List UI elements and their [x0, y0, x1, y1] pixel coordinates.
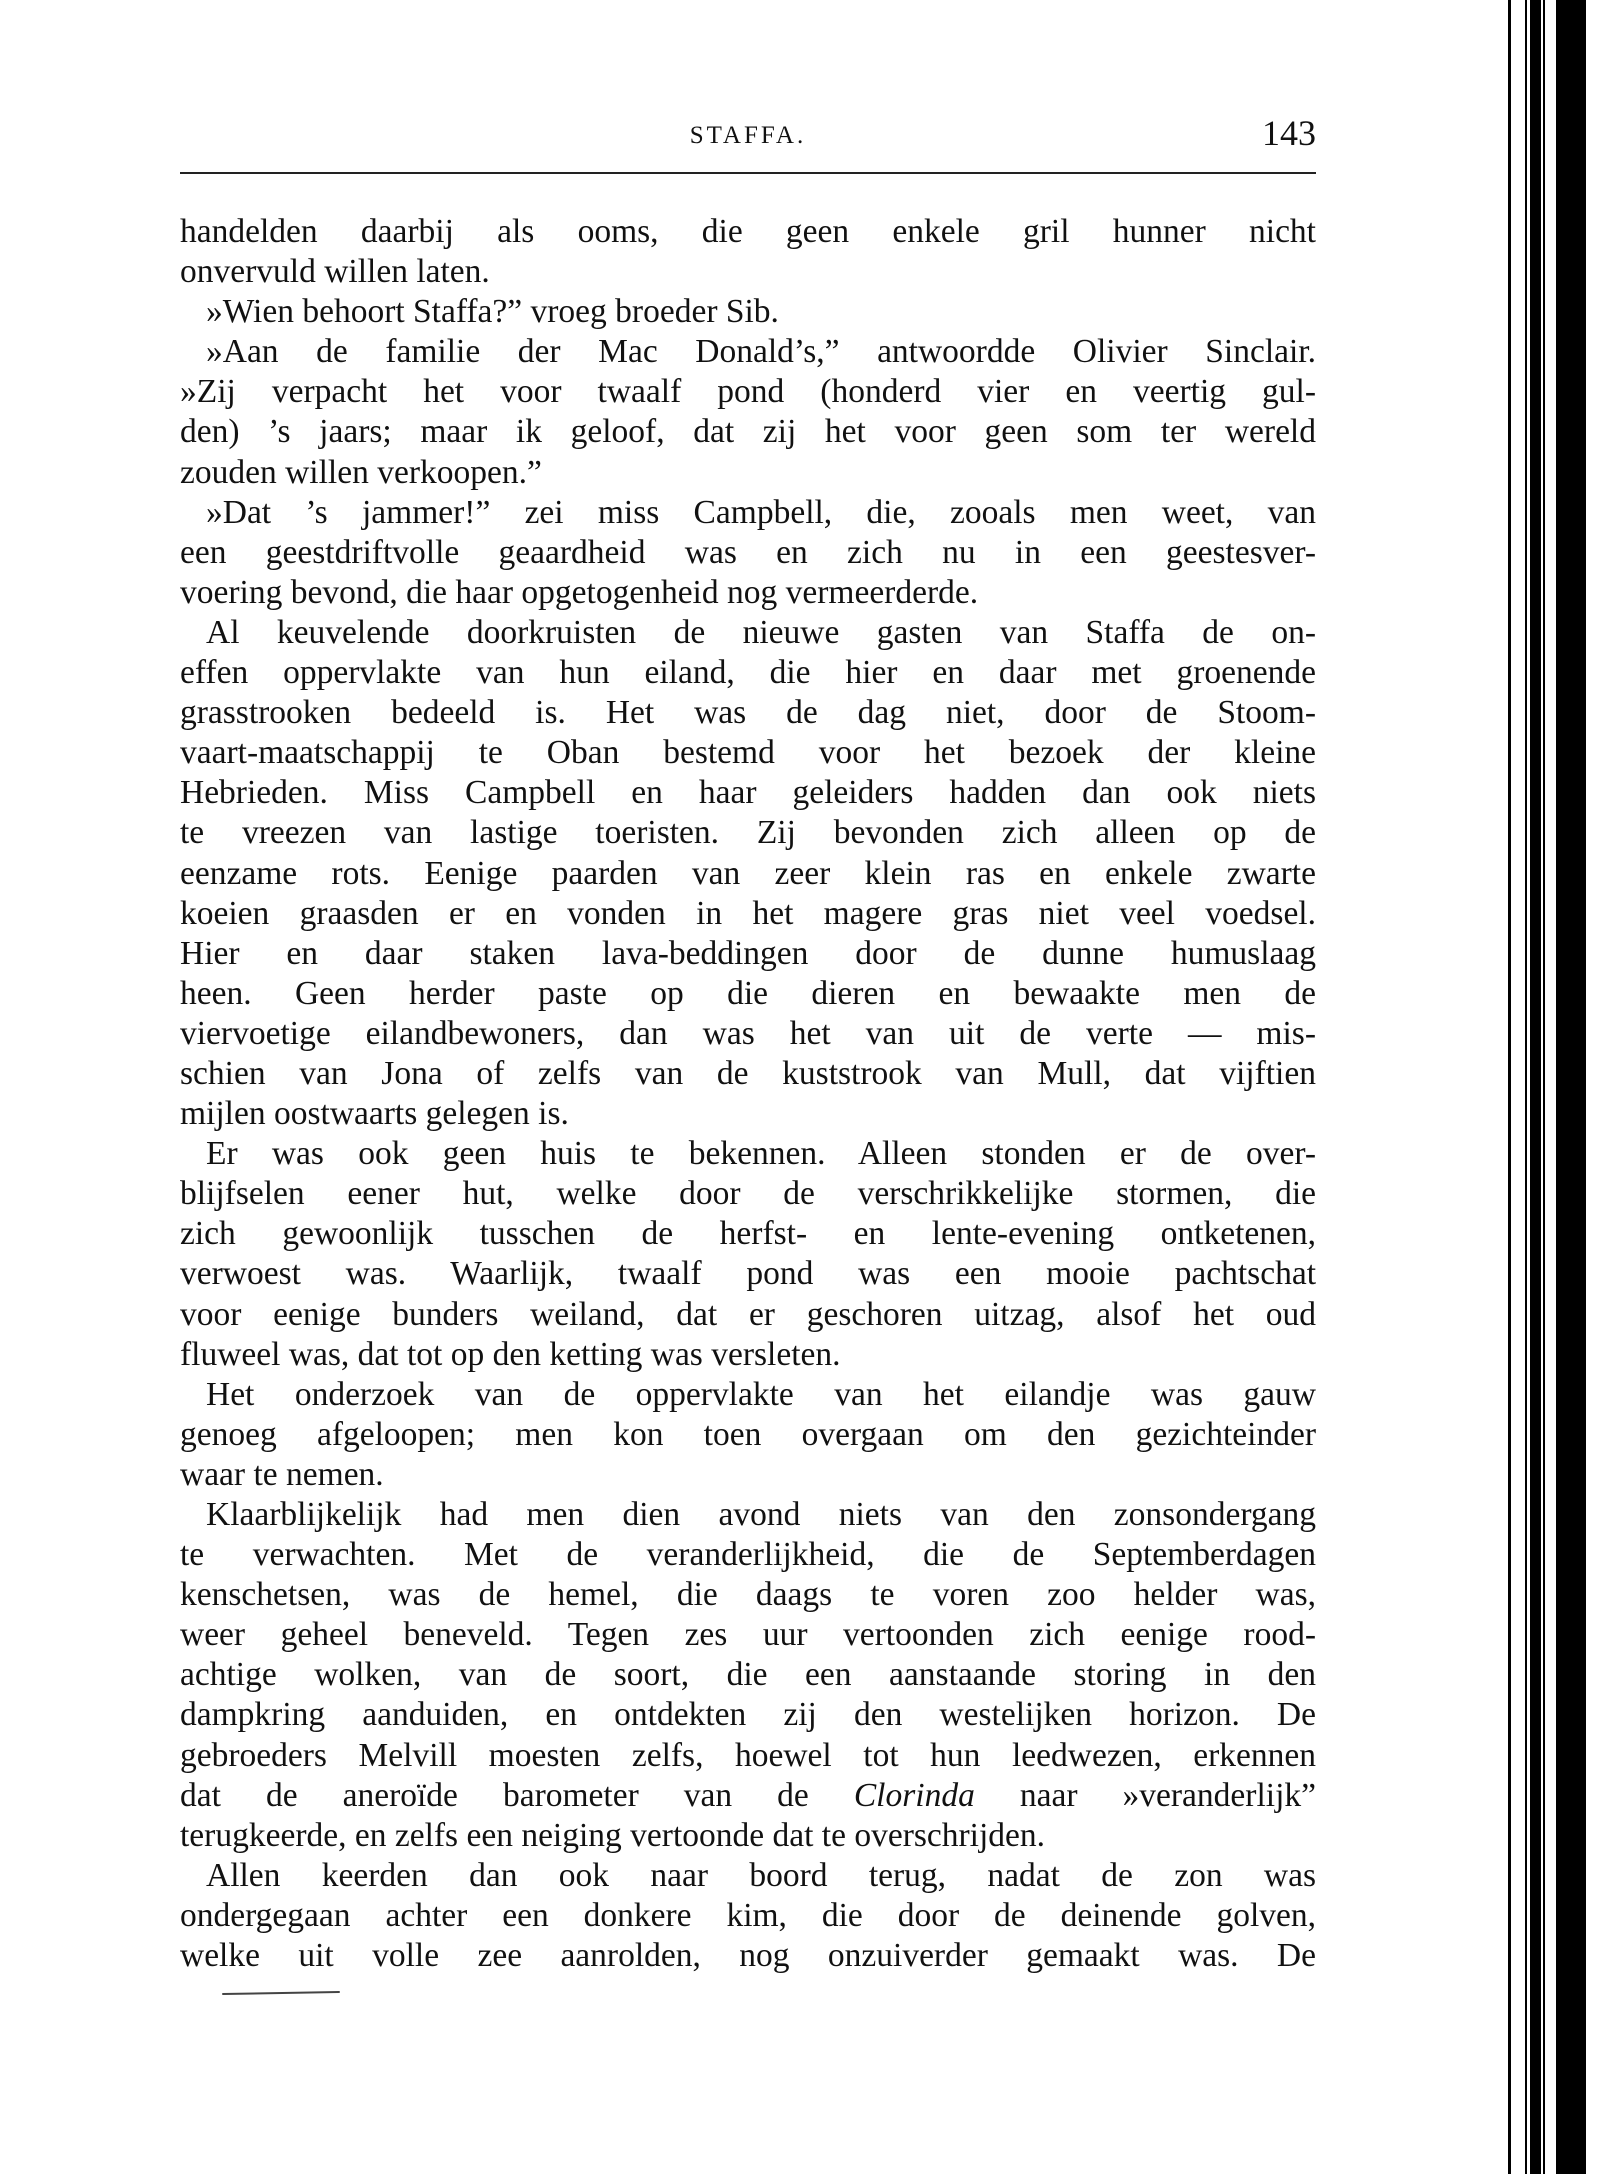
text-line — [180, 773, 1316, 813]
text-line — [180, 974, 1316, 1014]
text-line-content: »Dat ’s jammer!” zei miss Campbell, die, zooals men weet, van — [206, 493, 1316, 531]
text-line-content: schien van Jona of zelfs van de kuststrook van Mull, dat vijftien — [180, 1054, 1316, 1092]
text-line — [180, 1254, 1316, 1294]
text-line-content: koeien graasden er en vonden in het magere gras niet veel voedsel. — [180, 894, 1316, 932]
text-line — [180, 894, 1316, 934]
text-line — [180, 854, 1316, 894]
text-line-content: waar te nemen. — [180, 1455, 384, 1493]
text-line-content: grasstrooken bedeeld is. Het was de dag niet, door de Stoom- — [180, 694, 1316, 732]
text-line — [180, 533, 1316, 573]
text-line-content: »Wien behoort Staffa?” vroeg broeder Sib. — [206, 293, 779, 331]
text-line — [180, 1094, 1316, 1134]
text-line — [180, 1535, 1316, 1575]
text-line-content: fluweel was, dat tot op den ketting was versleten. — [180, 1335, 841, 1373]
text-line-content: Klaarblijkelijk had men dien avond niets van den zonsondergang — [206, 1496, 1316, 1533]
text-line — [180, 1455, 1316, 1495]
text-line-content: Het onderzoek van de oppervlakte van het eilandje was gauw — [206, 1375, 1316, 1413]
text-line-content: te vreezen van lastige toeristen. Zij bevonden zich alleen op de — [180, 814, 1316, 852]
text-line-content: vaart-maatschappij te Oban bestemd voor het bezoek der kleine — [180, 734, 1316, 772]
text-line-content: verwoest was. Waarlijk, twaalf pond was een mooie pachtschat — [180, 1255, 1316, 1293]
text-line-content: zouden willen verkoopen.” — [180, 453, 542, 491]
text-line-content: weer geheel beneveld. Tegen zes uur vertoonden zich eenige rood- — [180, 1616, 1316, 1654]
text-line-content: Al keuvelende doorkruisten de nieuwe gasten van Staffa de on- — [206, 613, 1316, 651]
text-line — [180, 1174, 1316, 1214]
text-line — [180, 934, 1316, 974]
text-line — [180, 1695, 1316, 1735]
text-line-content: den) ’s jaars; maar ik geloof, dat zij het voor geen som ter wereld — [180, 413, 1316, 451]
text-line — [180, 212, 1316, 252]
text-line-content: »Zij verpacht het voor twaalf pond (honderd vier en veertig gul- — [180, 373, 1316, 411]
text-line-content: zich gewoonlijk tusschen de herfst- en lente-evening ontketenen, — [180, 1215, 1316, 1253]
text-line-content: kenschetsen, was de hemel, die daags te voren zoo helder was, — [180, 1576, 1316, 1614]
text-line — [180, 1415, 1316, 1455]
text-line-content: onvervuld willen laten. — [180, 253, 490, 291]
text-line-content: blijfselen eener hut, welke door de verschrikkelijke stormen, die — [180, 1175, 1316, 1213]
text-line — [180, 653, 1316, 693]
text-line — [180, 1776, 1316, 1816]
text-line-content: achtige wolken, van de soort, die een aanstaande storing in den — [180, 1656, 1316, 1694]
text-line-content: voering bevond, die haar opgetogenheid nog vermeerderde. — [180, 573, 979, 611]
text-line-content: te verwachten. Met de veranderlijkheid, die de Septemberdagen — [180, 1536, 1316, 1574]
text-line — [180, 493, 1316, 533]
text-line — [180, 573, 1316, 613]
text-line-content: genoeg afgeloopen; men kon toen overgaan om den gezichteinder — [180, 1415, 1316, 1453]
text-line — [180, 1214, 1316, 1254]
text-line-content: ondergegaan achter een donkere kim, die door de deinende golven, — [180, 1896, 1316, 1934]
text-line — [180, 453, 1316, 493]
text-line — [180, 1335, 1316, 1375]
text-line — [180, 332, 1316, 372]
text-line-content: een geestdriftvolle geaardheid was en zich nu in een geestesver- — [180, 533, 1316, 571]
text-line — [180, 292, 1316, 332]
text-line-content: Allen keerden dan ook naar boord terug, nadat de zon was — [206, 1856, 1316, 1894]
body-text — [180, 212, 1316, 1976]
text-line — [180, 733, 1316, 773]
text-line-content: Hier en daar staken lava-beddingen door de dunne humuslaag — [180, 934, 1316, 972]
text-line-content: voor eenige bunders weiland, dat er geschoren uitzag, alsof het oud — [180, 1295, 1316, 1333]
page-header — [180, 112, 1316, 152]
text-line-content: Hebrieden. Miss Campbell en haar geleiders hadden dan ook niets — [180, 774, 1316, 812]
text-line-content: gebroeders Melvill moesten zelfs, hoewel tot hun leedwezen, erkennen — [180, 1736, 1316, 1774]
text-line-content: Er was ook geen huis te bekennen. Alleen stonden er de over- — [206, 1135, 1316, 1173]
text-line — [180, 1816, 1316, 1856]
text-line — [180, 1936, 1316, 1976]
text-line — [180, 693, 1316, 733]
text-line — [180, 1856, 1316, 1896]
text-line — [180, 1054, 1316, 1094]
text-line — [180, 372, 1316, 412]
text-line — [180, 1896, 1316, 1936]
text-line — [180, 1014, 1316, 1054]
text-line-content: dat de aneroïde barometer van de — [180, 1776, 854, 1814]
text-line-content: effen oppervlakte van hun eiland, die hier en daar met groenende — [180, 654, 1316, 692]
text-line — [180, 252, 1316, 292]
text-line-content: terugkeerde, en zelfs een neiging vertoonde dat te overschrijden. — [180, 1816, 1046, 1854]
text-line-content: naar »veranderlijk” — [974, 1776, 1316, 1814]
text-line — [180, 1736, 1316, 1776]
text-line-content: mijlen oostwaarts gelegen is. — [180, 1095, 569, 1133]
text-line — [180, 1375, 1316, 1415]
footer-mark — [222, 1991, 340, 1995]
text-line — [180, 813, 1316, 853]
text-line — [180, 1495, 1316, 1535]
text-line-content: viervoetige eilandbewoners, dan was het van uit de verte — mis- — [180, 1014, 1316, 1052]
text-line-content: »Aan de familie der Mac Donald’s,” antwoordde Olivier Sinclair. — [206, 333, 1316, 371]
text-line-content: handelden daarbij als ooms, die geen enkele gril hunner nicht — [180, 213, 1316, 250]
text-line-content: heen. Geen herder paste op die dieren en bewaakte men de — [180, 974, 1316, 1012]
page-number: 143 — [1262, 113, 1316, 153]
text-line — [180, 613, 1316, 653]
text-line-content: welke uit volle zee aanrolden, nog onzuiverder gemaakt was. De — [180, 1937, 1316, 1975]
text-line — [180, 1295, 1316, 1335]
header-rule — [180, 172, 1316, 174]
text-line — [180, 1615, 1316, 1655]
running-title: STAFFA. — [689, 122, 807, 149]
text-line — [180, 412, 1316, 452]
text-line — [180, 1134, 1316, 1174]
ship-name-italic: Clorinda — [853, 1776, 975, 1814]
text-line — [180, 1575, 1316, 1615]
text-line-content: eenzame rots. Eenige paarden van zeer klein ras en enkele zwarte — [180, 854, 1316, 892]
text-line-content: dampkring aanduiden, en ontdekten zij den westelijken horizon. De — [180, 1696, 1316, 1734]
text-line — [180, 1655, 1316, 1695]
